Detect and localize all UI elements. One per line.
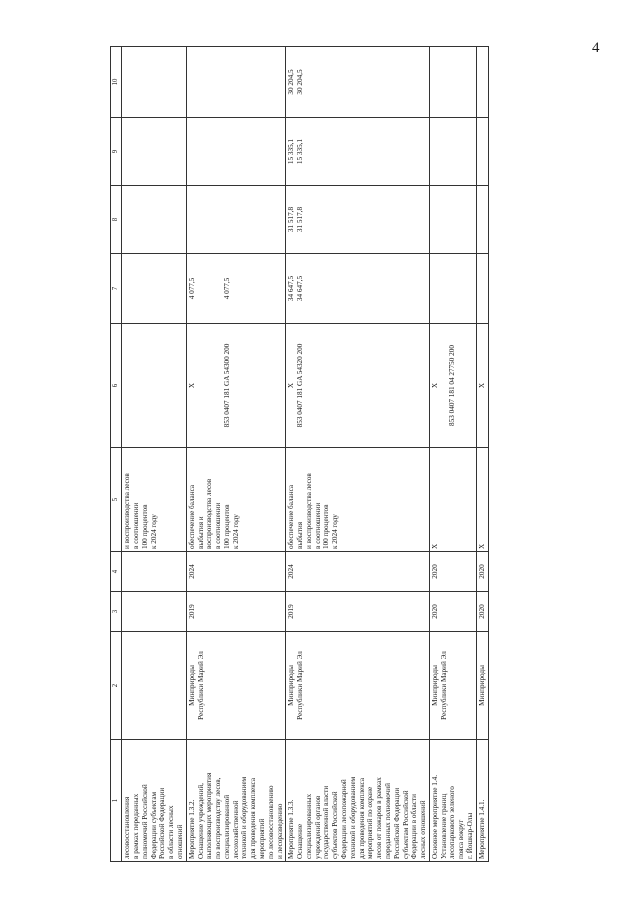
cell-line: специализированных <box>304 793 313 859</box>
cell-line <box>197 326 206 445</box>
cell-line: к 2024 году <box>231 514 240 549</box>
table-row <box>186 47 286 862</box>
cell-col-9 <box>186 118 286 186</box>
cell-line: X <box>477 543 486 549</box>
cell-line <box>214 256 223 321</box>
cell-line: 31 517,8 <box>296 206 305 233</box>
cell-line: г. Йошкар-Олы <box>465 812 474 859</box>
cell-col-1 <box>476 740 488 862</box>
cell-line: Оснащение <box>296 823 305 859</box>
cell-col-8 <box>476 186 488 254</box>
column-header-1: 1 <box>111 740 122 862</box>
cell-line: 34 647,5 <box>296 275 305 302</box>
cell-line: 15 335,1 <box>287 138 296 165</box>
cell-col-2 <box>429 632 476 740</box>
cell-col-3 <box>122 592 186 632</box>
cell-line: 100 процентов <box>140 504 149 549</box>
cell-line <box>440 326 449 445</box>
cell-col-7 <box>476 254 488 324</box>
cell-line <box>197 256 206 321</box>
cell-line: 853 0407 181 GA 54320 200 <box>296 343 305 428</box>
cell-line: Мероприятие 1.3.3. <box>287 799 296 859</box>
cell-col-5 <box>186 448 286 552</box>
cell-line: 100 процентов <box>322 504 331 549</box>
cell-line: полномочий Российской <box>140 784 149 859</box>
cell-line: Минприроды <box>187 665 196 706</box>
cell-line: Федерации лесопожарной <box>340 779 349 859</box>
cell-line <box>205 256 214 321</box>
column-header-8: 8 <box>111 186 122 254</box>
cell-line: по лесовосстановлению <box>266 785 275 859</box>
cell-line: Российской Федерации <box>158 787 167 859</box>
table-row <box>286 47 430 862</box>
column-header-2: 2 <box>111 632 122 740</box>
cell-col-6 <box>476 324 488 448</box>
cell-line: X <box>430 382 439 389</box>
cell-line: Республики Марий Эл <box>439 651 448 720</box>
cell-col-10 <box>186 47 286 118</box>
cell-col-4: 2024 <box>286 552 430 592</box>
cell-col-3: 2020 <box>476 592 488 632</box>
cell-col-10 <box>476 47 488 118</box>
cell-line: к 2024 году <box>149 514 158 549</box>
cell-line: и воспроизводства лесов <box>304 473 313 549</box>
cell-line: 34 647,5 <box>287 275 296 302</box>
cell-col-8 <box>122 186 186 254</box>
cell-col-10 <box>122 47 186 118</box>
cell-col-6 <box>429 324 476 448</box>
column-header-7: 7 <box>111 254 122 324</box>
cell-line: Республики Марий Эл <box>296 651 305 720</box>
table-row <box>476 47 488 862</box>
cell-col-5 <box>429 448 476 552</box>
cell-col-4: 2024 <box>186 552 286 592</box>
cell-line: выполняющих мероприятия <box>205 772 214 859</box>
cell-line: Минприроды <box>287 665 296 706</box>
cell-col-7 <box>186 254 286 324</box>
cell-line: Федерации субъектам <box>149 791 158 859</box>
cell-col-5 <box>476 448 488 552</box>
cell-col-8 <box>286 186 430 254</box>
cell-line: субъектов Российской <box>331 791 340 859</box>
cell-col-3: 2019 <box>186 592 286 632</box>
cell-line: лесов от пожаров в рамках <box>375 777 384 859</box>
cell-line: 4 077,5 <box>187 277 196 300</box>
cell-line: техникой и оборудованием <box>348 776 357 859</box>
column-header-10: 10 <box>111 47 122 118</box>
header-row <box>111 47 122 862</box>
table-row <box>429 47 476 862</box>
cell-col-9 <box>122 118 186 186</box>
cell-col-8 <box>186 186 286 254</box>
cell-col-10 <box>286 47 430 118</box>
cell-line: лесных отношений <box>419 800 428 859</box>
cell-col-6 <box>286 324 430 448</box>
cell-line: в соотношении <box>313 502 322 549</box>
cell-col-3: 2020 <box>429 592 476 632</box>
cell-col-1 <box>186 740 286 862</box>
cell-line: учреждений органов <box>313 795 322 859</box>
cell-line: выбытия <box>296 521 305 549</box>
cell-line: лесохозяйственной <box>231 800 240 859</box>
cell-col-9 <box>476 118 488 186</box>
cell-line: и лесоразведению <box>275 803 284 859</box>
cell-line: воспроизводства лесов <box>205 478 214 549</box>
cell-line: X <box>477 382 486 389</box>
cell-line: к 2024 году <box>331 514 340 549</box>
cell-line: 100 процентов <box>222 504 231 549</box>
cell-line <box>205 326 214 445</box>
cell-col-4: 2020 <box>476 552 488 592</box>
cell-line: отношений <box>175 824 184 859</box>
cell-line: для проведения комплекса <box>357 777 366 859</box>
cell-col-6 <box>186 324 286 448</box>
cell-line: X <box>430 543 439 549</box>
cell-line: по воспроизводству лесов, <box>214 777 223 859</box>
cell-col-7 <box>429 254 476 324</box>
cell-col-4: 2020 <box>429 552 476 592</box>
cell-col-2 <box>186 632 286 740</box>
cell-line: мероприятий по охране <box>366 786 375 859</box>
cell-line: выбытия и <box>196 516 205 549</box>
cell-line: обеспечение баланса <box>187 484 196 549</box>
cell-line: и воспроизводства лесов <box>123 473 132 549</box>
cell-line: 31 517,8 <box>287 206 296 233</box>
cell-line: пояса вокруг <box>457 819 466 859</box>
cell-line: 853 0407 181 04 27750 200 <box>448 345 457 426</box>
cell-line: в соотношении <box>214 502 223 549</box>
column-header-9: 9 <box>111 118 122 186</box>
cell-line: техникой и оборудованием <box>240 776 249 859</box>
cell-col-2 <box>476 632 488 740</box>
program-table <box>110 46 489 862</box>
page-number: 4 <box>592 40 600 56</box>
cell-line: Основное мероприятие 1.4. <box>430 774 439 859</box>
column-header-5: 5 <box>111 448 122 552</box>
cell-line: 853 0407 181 GA 54300 200 <box>222 343 231 428</box>
cell-line: Республики Марий Эл <box>196 651 205 720</box>
cell-line: Установление границ <box>439 793 448 859</box>
cell-col-10 <box>429 47 476 118</box>
cell-line: для проведения комплекса <box>249 777 258 859</box>
column-header-4: 4 <box>111 552 122 592</box>
column-header-6: 6 <box>111 324 122 448</box>
cell-line: Минприроды <box>430 665 439 706</box>
cell-line: 15 335,1 <box>296 138 305 165</box>
table-row <box>122 47 186 862</box>
cell-line: лесопаркового зеленого <box>448 786 457 859</box>
cell-line: Минприроды <box>477 665 486 706</box>
table-body <box>122 47 488 862</box>
column-header-3: 3 <box>111 592 122 632</box>
cell-col-2 <box>286 632 430 740</box>
cell-col-3: 2019 <box>286 592 430 632</box>
cell-line: государственной власти <box>322 785 331 859</box>
cell-line: X <box>187 382 196 389</box>
cell-col-5 <box>286 448 430 552</box>
cell-line: Федерации в области <box>410 794 419 859</box>
cell-line: 4 077,5 <box>222 277 231 300</box>
cell-line: Российской Федерации <box>392 787 401 859</box>
cell-line: в области лесных <box>167 805 176 859</box>
cell-line: в соотношении <box>132 502 141 549</box>
cell-line: субъектам Российской <box>401 790 410 859</box>
cell-line: 30 204,5 <box>287 69 296 95</box>
cell-col-9 <box>286 118 430 186</box>
cell-line: мероприятий <box>258 818 266 859</box>
cell-col-7 <box>286 254 430 324</box>
cell-line: лесовосстановления <box>123 796 132 859</box>
cell-line: обеспечение баланса <box>287 484 296 549</box>
cell-line: Оснащение учреждений, <box>196 783 205 859</box>
cell-line <box>214 326 223 445</box>
cell-col-5 <box>122 448 186 552</box>
cell-col-2 <box>122 632 186 740</box>
cell-line: X <box>287 382 296 389</box>
cell-line: в рамках переданных <box>132 793 141 859</box>
cell-col-9 <box>429 118 476 186</box>
cell-col-6 <box>122 324 186 448</box>
cell-col-1 <box>122 740 186 862</box>
cell-line: Мероприятие 1.3.2. <box>187 799 196 859</box>
cell-line: 30 204,5 <box>296 69 305 95</box>
cell-line: Мероприятие 1.4.1. <box>477 799 486 859</box>
cell-col-8 <box>429 186 476 254</box>
cell-col-1 <box>429 740 476 862</box>
cell-col-4 <box>122 552 186 592</box>
cell-col-1 <box>286 740 430 862</box>
cell-col-7 <box>122 254 186 324</box>
cell-line: переданных полномочий <box>383 783 392 859</box>
cell-line: специализированной <box>222 794 231 859</box>
rotated-table-scan <box>110 47 565 862</box>
